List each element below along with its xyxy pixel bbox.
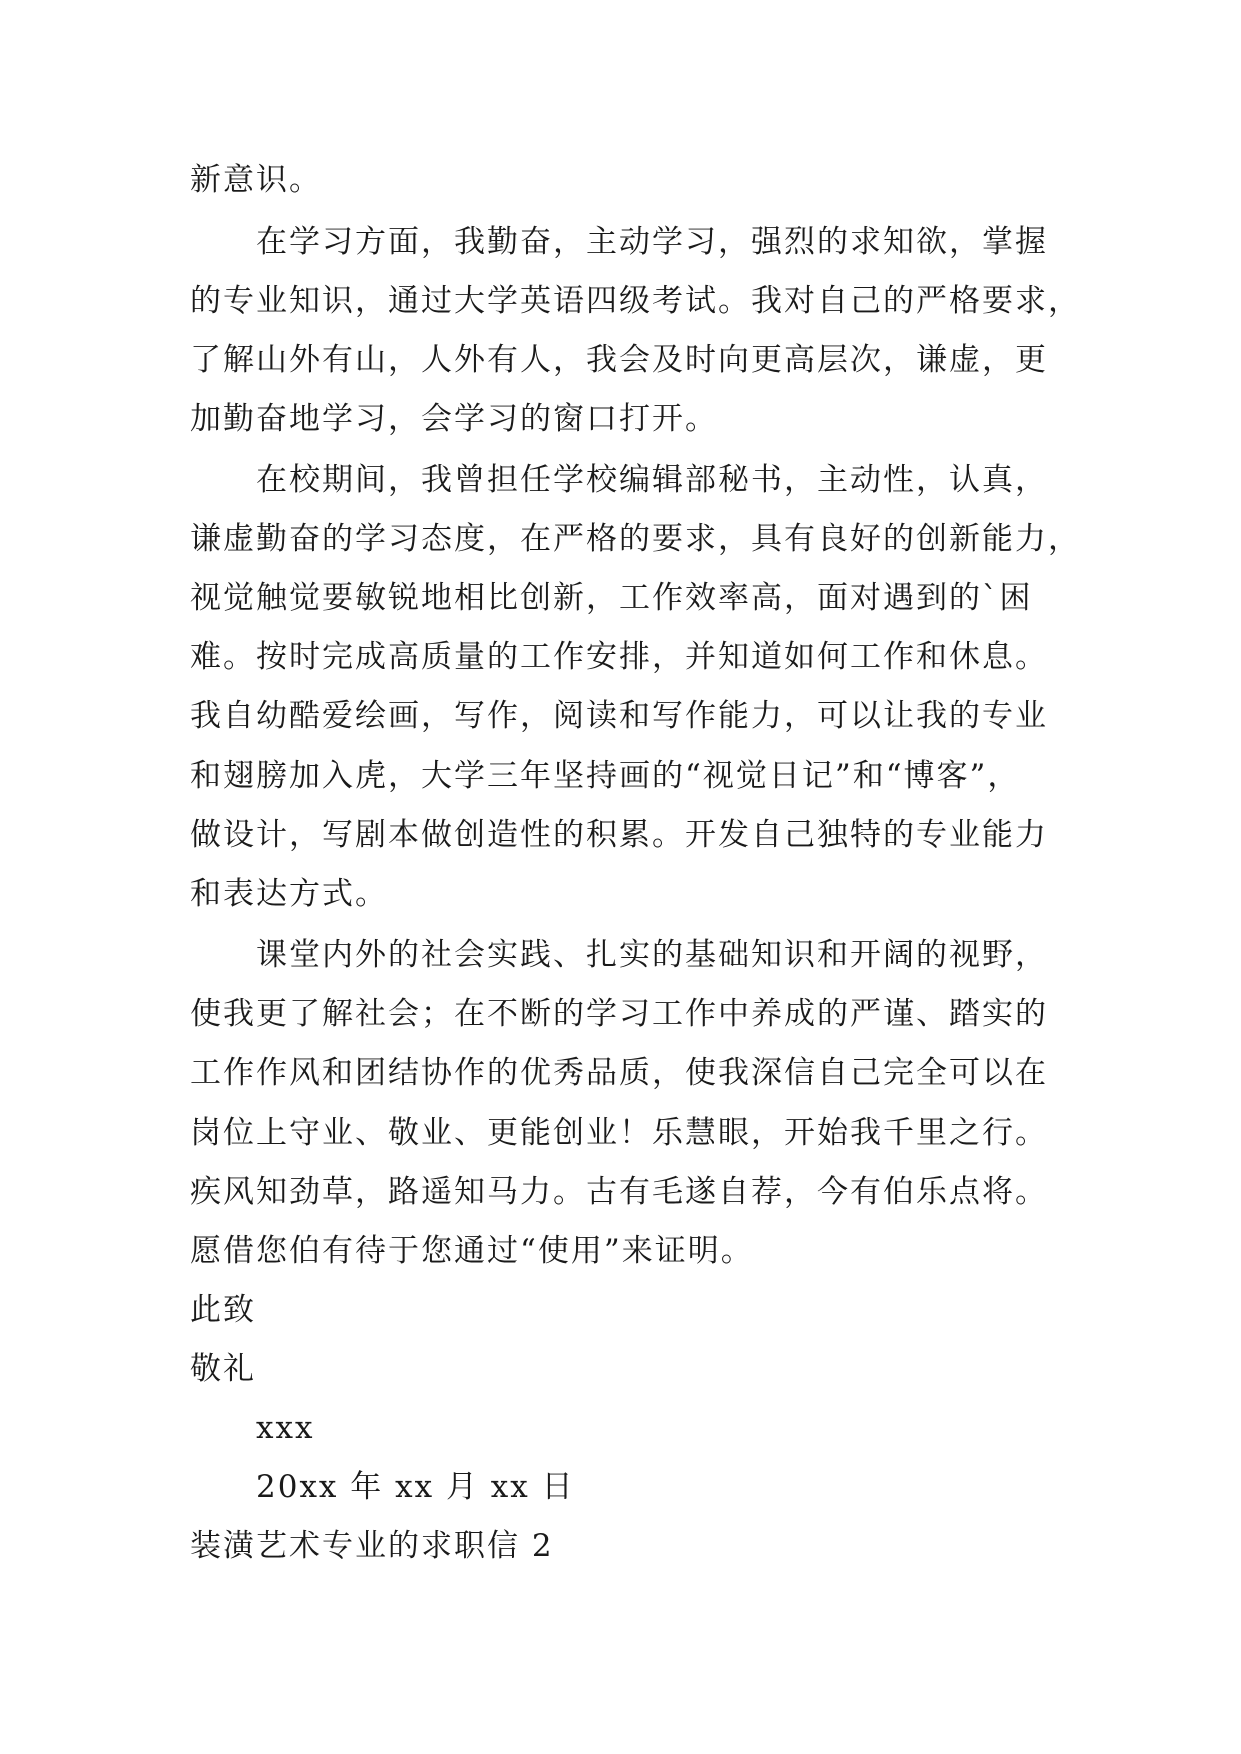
text-line: 愿借您伯有待于您通过“使用”来证明。	[190, 1233, 754, 1269]
text-line: 视觉触觉要敏锐地相比创新，工作效率高，面对遇到的`困	[190, 580, 1033, 616]
text-line: 新意识。	[190, 162, 322, 198]
text-line: 难。按时完成高质量的工作安排，并知道如何工作和休息。	[190, 639, 1048, 675]
text-line: 我自幼酷爱绘画，写作，阅读和写作能力，可以让我的专业	[190, 698, 1048, 734]
text-line: 岗位上守业、敬业、更能创业！乐慧眼，开始我千里之行。	[190, 1115, 1048, 1151]
text-line: 和表达方式。	[190, 876, 388, 912]
section-heading: 装潢艺术专业的求职信 2	[190, 1528, 554, 1564]
text-line: 和翅膀加入虎，大学三年坚持画的“视觉日记”和“博客”，	[190, 758, 1021, 794]
text-line: 了解山外有山，人外有人，我会及时向更高层次，谦虚，更	[190, 342, 1048, 378]
text-line: 工作作风和团结协作的优秀品质，使我深信自己完全可以在	[190, 1055, 1048, 1091]
text-line: 使我更了解社会；在不断的学习工作中养成的严谨、踏实的	[190, 996, 1048, 1032]
text-line: 做设计，写剧本做创造性的积累。开发自己独特的专业能力	[190, 817, 1048, 853]
closing-regards: 敬礼	[190, 1351, 256, 1387]
signature-date: 20xx 年 xx 月 xx 日	[256, 1469, 575, 1505]
paragraph-first-line: 在校期间，我曾担任学校编辑部秘书，主动性，认真，	[256, 462, 1048, 498]
text-line: 谦虚勤奋的学习态度，在严格的要求，具有良好的创新能力，	[190, 521, 1081, 557]
text-line: 加勤奋地学习，会学习的窗口打开。	[190, 401, 718, 437]
paragraph-first-line: 课堂内外的社会实践、扎实的基础知识和开阔的视野，	[256, 937, 1048, 973]
closing-salutation: 此致	[190, 1292, 256, 1328]
text-line: 疾风知劲草，路遥知马力。古有毛遂自荐，今有伯乐点将。	[190, 1174, 1048, 1210]
signature-name: xxx	[256, 1410, 315, 1446]
text-line: 的专业知识，通过大学英语四级考试。我对自己的严格要求，	[190, 283, 1081, 319]
paragraph-first-line: 在学习方面，我勤奋，主动学习，强烈的求知欲，掌握	[256, 224, 1048, 260]
